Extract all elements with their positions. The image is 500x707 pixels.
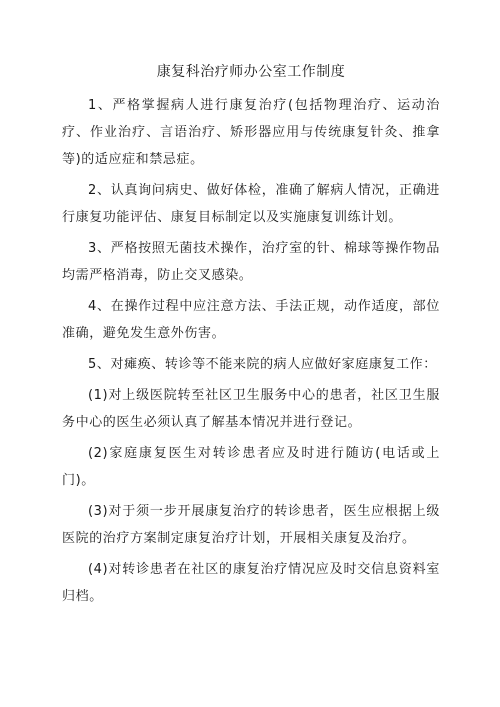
paragraph-2: 2、认真询问病史、做好体检，准确了解病人情况，正确进行康复功能评估、康复目标制定以及实施康复训练计划。 xyxy=(62,183,440,225)
document-title: 康复科治疗师办公室工作制度 xyxy=(156,64,346,80)
paragraph-1: 1、严格掌握病人进行康复治疗(包括物理治疗、运动治疗、作业治疗、言语治疗、矫形器应用与传统康复针灸、推拿等)的适应症和禁忌症。 xyxy=(62,98,440,167)
sub-item-1: (1)对上级医院转至社区卫生服务中心的患者，社区卫生服务中心的医生必须认真了解基本情况并进行登记。 xyxy=(62,388,440,430)
paragraph-5: 5、对瘫痪、转诊等不能来院的病人应做好家庭康复工作： xyxy=(88,357,437,372)
paragraph-3: 3、严格按照无菌技术操作，治疗室的针、棉球等操作物品均需严格消毒，防止交叉感染。 xyxy=(62,241,440,283)
sub-item-3: (3)对于须一步开展康复治疗的转诊患者，医生应根据上级医院的治疗方案制定康复治疗计划，开展相关康复及治疗。 xyxy=(62,504,440,546)
sub-item-4: (4)对转诊患者在社区的康复治疗情况应及时交信息资料室归档。 xyxy=(62,562,440,604)
paragraph-4: 4、在操作过程中应注意方法、手法正规，动作适度，部位准确，避免发生意外伤害。 xyxy=(62,299,440,341)
sub-item-2: (2)家庭康复医生对转诊患者应及时进行随访(电话或上门)。 xyxy=(62,446,440,488)
